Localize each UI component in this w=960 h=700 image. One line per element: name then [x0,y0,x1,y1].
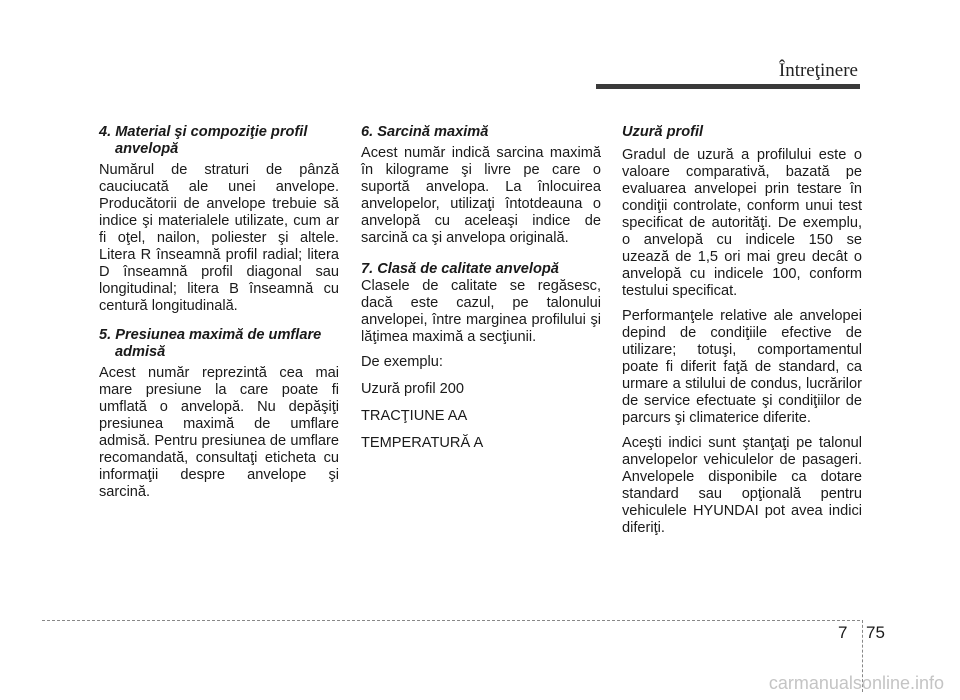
watermark: carmanualsonline.info [768,673,944,693]
paragraph-traction-value: TRACŢIUNE AA [361,408,468,424]
section-title: Întreţinere [778,60,858,81]
paragraph-indices: Aceşti indici sunt ştanţaţi pe talonul anvelopelor vehiculelor de pasageri. Anvelopele disponibile ca dotare standard sau opţională pentru vehiculele HYUNDAI pot avea indici diferiţi. [622,435,862,536]
paragraph-pressure: Acest număr reprezintă cea mai mare presiune la care poate fi umflată o anvelopă. Nu depăşiţi presiunea maximă de umflare admisă. Pentru presiunea de umflare recomandată, consultaţi eticheta cu informaţii despre anvelope şi sarcină. [99,365,339,500]
heading-treadwear: Uzură profil [622,124,704,140]
paragraph-material: Numărul de straturi de pânză cauciucată ale unei anvelope. Producătorii de anvelope trebuie să indice şi materialele utilizate, cum ar fi oţel, nailon, poliester şi altele. Litera R înseamnă profil radial; litera D înseamnă profil diagonal sau longitudinal; litera B înseamnă cu centură longitudinală. [99,162,339,314]
heading-load: 6. Sarcină maximă [361,124,489,140]
heading-material: 4. Material şi compoziţie profil anvelopă [99,124,308,157]
paragraph-temperature-value: TEMPERATURĂ A [361,435,484,451]
chapter-number: 7 [838,623,848,642]
column-2 [361,124,601,462]
paragraph-performance: Performanţele relative ale anvelopei depind de condiţiile efective de utilizare; totuşi, comportamentul poate fi diferit faţă de standard, ca urmare a stilului de condus, lucrărilor de service efectuate şi condiţiilor de parcurs şi climaterice diferite. [622,308,862,426]
column-1 [99,124,339,509]
header-rule [596,84,860,89]
paragraph-quality: Clasele de calitate se regăsesc, dacă este cazul, pe talonului anvelopei, între marginea profilului şi lăţimea maximă a secţiunii. [361,278,601,345]
paragraph-treadwear-value: Uzură profil 200 [361,381,465,397]
column-3 [622,124,862,545]
paragraph-treadwear: Gradul de uzură a profilului este o valoare comparativă, bazată pe evaluarea anvelopei prin testare în condiţii controlate, conform unui test specificat de autorităţi. De exemplu, o anvelopă cu indicele 150 se uzează de 1,5 ori mai greu decât o anvelopă cu indicele 100, conform testului specificat. [622,147,862,299]
heading-pressure: 5. Presiunea maximă de umflare admisă [99,327,322,360]
paragraph-example: De exemplu: [361,354,443,370]
heading-quality: 7. Clasă de calitate anvelopă [361,261,559,277]
paragraph-load: Acest număr indică sarcina maximă în kilograme şi livre pe care o suportă anvelopa. La înlocuirea anvelopelor, utilizaţi întotdeauna o anvelopă cu aceleaşi indice de sarcină ca şi anvelopa originală. [361,145,601,246]
page-number: 75 [866,623,885,642]
footer-rule [42,620,860,621]
